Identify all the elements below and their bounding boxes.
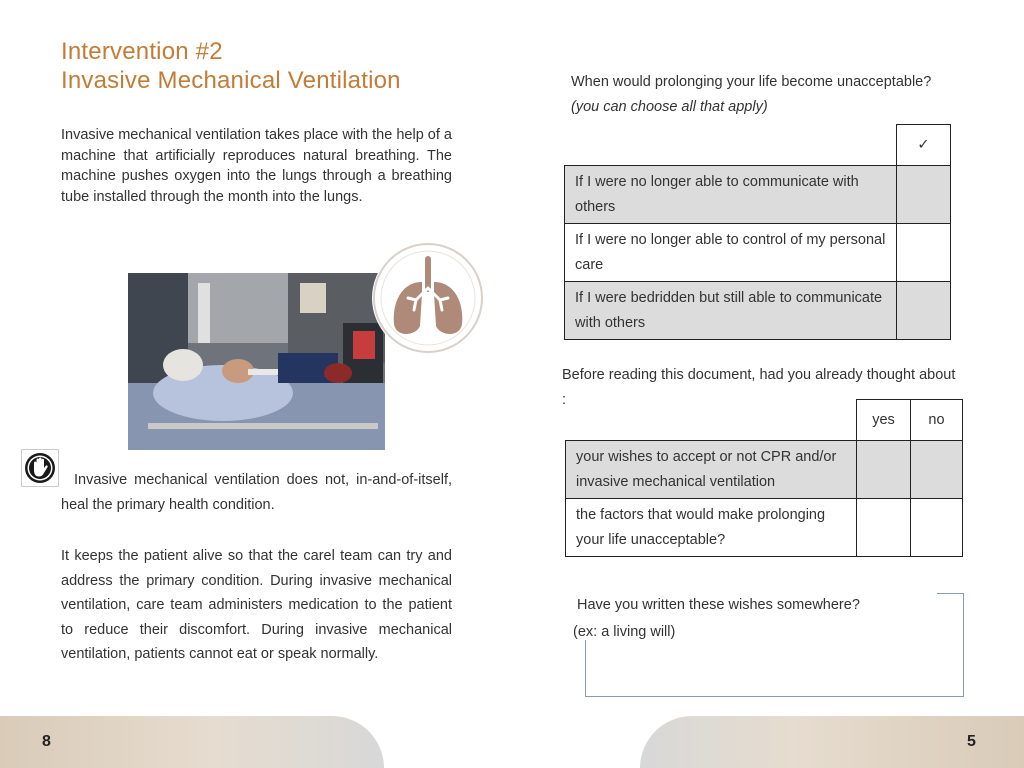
unacceptable-options-table bbox=[564, 124, 951, 340]
left-page-number: 8 bbox=[42, 733, 51, 750]
no-checkbox[interactable] bbox=[911, 441, 963, 499]
option-checkbox[interactable] bbox=[897, 166, 951, 224]
no-checkbox[interactable] bbox=[911, 499, 963, 557]
no-header: no bbox=[911, 400, 963, 441]
empty-header-cell bbox=[566, 400, 857, 441]
ventilator-patient-photo bbox=[128, 273, 385, 450]
lungs-badge bbox=[372, 242, 484, 354]
option-label: If I were bedridden but still able to communicate with others bbox=[565, 282, 897, 340]
lungs-icon bbox=[372, 242, 484, 354]
table-header-row bbox=[565, 125, 951, 166]
question-written-wishes-hint: (ex: a living will) bbox=[573, 624, 676, 640]
yes-checkbox[interactable] bbox=[857, 441, 911, 499]
question-thought-about: Before reading this document, had you already thought about : bbox=[562, 367, 956, 408]
table-header-row bbox=[566, 400, 963, 441]
question-unacceptable-hint: (you can choose all that apply) bbox=[571, 99, 768, 115]
option-label: If I were no longer able to communicate with others bbox=[565, 166, 897, 224]
table-row bbox=[566, 441, 963, 499]
option-checkbox[interactable] bbox=[897, 282, 951, 340]
thought-about-table bbox=[565, 399, 963, 557]
page-title bbox=[61, 37, 401, 95]
yes-checkbox[interactable] bbox=[857, 499, 911, 557]
table-row bbox=[565, 224, 951, 282]
thought-label: the factors that would make prolonging your life unacceptable? bbox=[566, 499, 857, 557]
written-wishes-answer-box[interactable] bbox=[585, 593, 964, 697]
warning-paragraph: Invasive mechanical ventilation does not, in-and-of-itself, heal the primary health condition. bbox=[61, 472, 452, 513]
intro-paragraph: Invasive mechanical ventilation takes place with the help of a machine that artificially reproduces natural breathing. The machine pushes oxygen into the lungs through a breathing tube installed through the month into the lungs. bbox=[61, 127, 452, 205]
question-unacceptable: When would prolonging your life become unacceptable? bbox=[571, 74, 932, 90]
yes-header: yes bbox=[857, 400, 911, 441]
option-label: If I were no longer able to control of my personal care bbox=[565, 224, 897, 282]
answer-box-left-edge bbox=[585, 640, 586, 696]
checkmark-icon: ✓ bbox=[897, 125, 951, 166]
title-line-1: Intervention #2 bbox=[61, 38, 223, 65]
thought-label: your wishes to accept or not CPR and/or invasive mechanical ventilation bbox=[566, 441, 857, 499]
question-written-wishes: Have you written these wishes somewhere? bbox=[577, 597, 860, 613]
title-line-2: Invasive Mechanical Ventilation bbox=[61, 67, 401, 94]
table-row bbox=[565, 282, 951, 340]
left-footer-band bbox=[0, 716, 384, 768]
table-row bbox=[565, 166, 951, 224]
care-paragraph: It keeps the patient alive so that the carel team can try and address the primary condition. During invasive mechanical ventilation, care team administers medication to the patient to reduce their discomfort. During invasive mechanical ventilation, patients cannot eat or speak normally. bbox=[61, 548, 452, 663]
right-page-number: 5 bbox=[967, 733, 976, 750]
option-checkbox[interactable] bbox=[897, 224, 951, 282]
stop-hand-icon bbox=[21, 449, 59, 487]
empty-header-cell bbox=[565, 125, 897, 166]
table-row bbox=[566, 499, 963, 557]
answer-box-top-edge bbox=[937, 593, 963, 594]
